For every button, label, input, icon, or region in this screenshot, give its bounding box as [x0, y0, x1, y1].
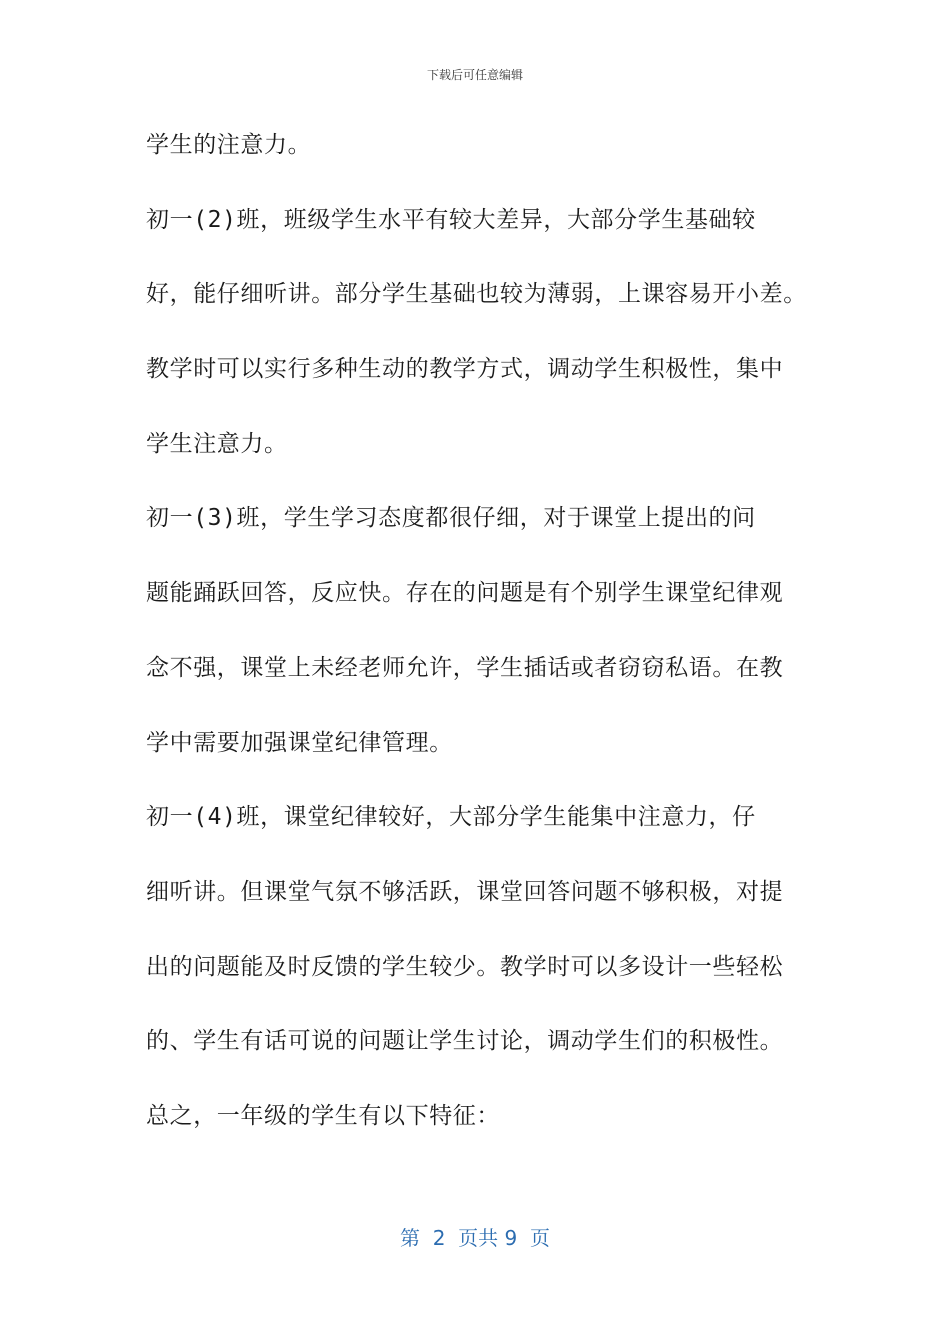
text-line: 学生注意力。 — [146, 430, 288, 457]
page-header: 下载后可任意编辑 — [426, 68, 523, 82]
text-line: 好，能仔细听讲。部分学生基础也较为薄弱，上课容易开小差。 — [146, 281, 807, 308]
text-line: 出的问题能及时反馈的学生较少。教学时可以多设计一些轻松 — [146, 953, 784, 980]
text-line: 的、学生有话可说的问题让学生讨论，调动学生们的积极性。 — [146, 1028, 784, 1055]
text-line: 初一(4)班，课堂纪律较好，大部分学生能集中注意力，仔 — [146, 804, 756, 831]
page-number-footer: 第 2 页共 9 页 — [400, 1226, 550, 1250]
text-line: 学生的注意力。 — [146, 132, 312, 158]
text-line: 细听讲。但课堂气氛不够活跃，课堂回答问题不够积极，对提 — [146, 878, 784, 905]
text-line: 学中需要加强课堂纪律管理。 — [146, 729, 453, 756]
text-line: 总之，一年级的学生有以下特征： — [146, 1102, 500, 1129]
text-line: 题能踊跃回答，反应快。存在的问题是有个别学生课堂纪律观 — [146, 580, 784, 607]
text-line: 念不强，课堂上未经老师允许，学生插话或者窃窃私语。在教 — [146, 654, 784, 681]
text-line: 初一(2)班，班级学生水平有较大差异，大部分学生基础较 — [146, 206, 756, 233]
text-line: 教学时可以实行多种生动的教学方式，调动学生积极性，集中 — [146, 356, 784, 383]
text-line: 初一(3)班，学生学习态度都很仔细，对于课堂上提出的问 — [146, 505, 756, 532]
document-body — [146, 108, 810, 1154]
